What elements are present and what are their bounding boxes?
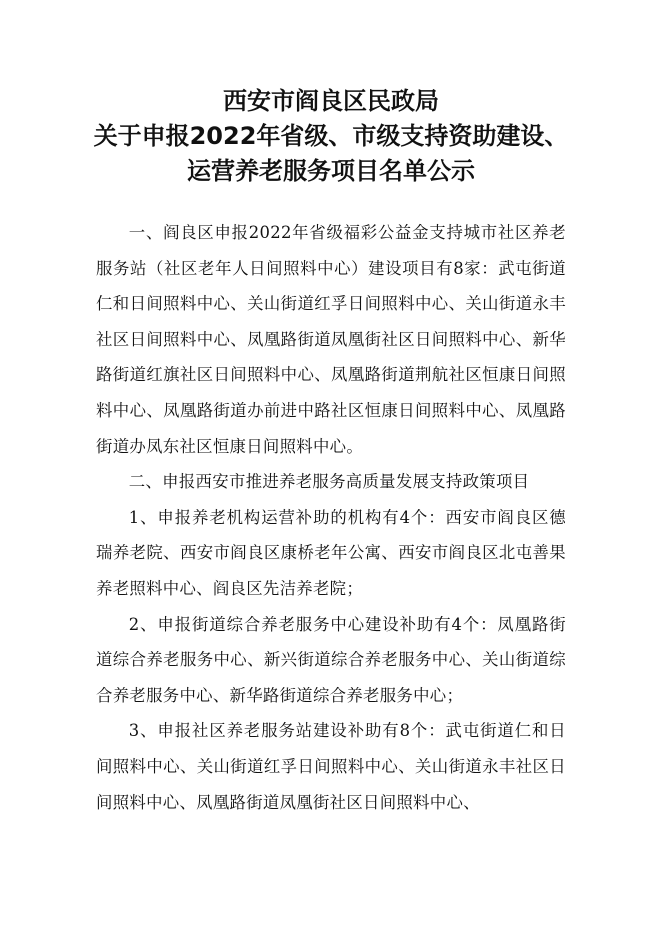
- title-line-1: 西安市阎良区民政局: [223, 87, 439, 115]
- document-body: [96, 215, 566, 820]
- paragraph-provincial-projects: 一、阎良区申报2022年省级福彩公益金支持城市社区养老服务站（社区老年人日间照料中心）建设项目有8家：武屯街道仁和日间照料中心、关山街道红孚日间照料中心、关山街道永丰社区日间照料中心、凤凰路街道凤凰街社区日间照料中心、新华路街道红旗社区日间照料中心、凤凰路街道荆航社区恒康日间照料中心、凤凰路街道办前进中路社区恒康日间照料中心、凤凰路街道办凤东社区恒康日间照料中心。: [96, 223, 566, 456]
- title-line-2: 关于申报2022年省级、市级支持资助建设、: [93, 122, 569, 150]
- paragraph-institution-operation-subsidy: 1、申报养老机构运营补助的机构有4个：西安市阎良区德瑞养老院、西安市阎良区康桥老年公寓、西安市阎良区北屯善果养老照料中心、阎良区先洁养老院；: [96, 507, 566, 598]
- paragraph-street-center-subsidy: 2、申报街道综合养老服务中心建设补助有4个：凤凰路街道综合养老服务中心、新兴街道综合养老服务中心、关山街道综合养老服务中心、新华路街道综合养老服务中心；: [96, 614, 566, 705]
- document-title: [60, 84, 602, 189]
- paragraph-community-station-subsidy: 3、申报社区养老服务站建设补助有8个：武屯街道仁和日间照料中心、关山街道红孚日间照料中心、关山街道永丰社区日间照料中心、凤凰路街道凤凰街社区日间照料中心、: [96, 721, 566, 812]
- title-line-3: 运营养老服务项目名单公示: [187, 157, 475, 185]
- paragraph-city-policy-heading: 二、申报西安市推进养老服务高质量发展支持政策项目: [128, 472, 530, 492]
